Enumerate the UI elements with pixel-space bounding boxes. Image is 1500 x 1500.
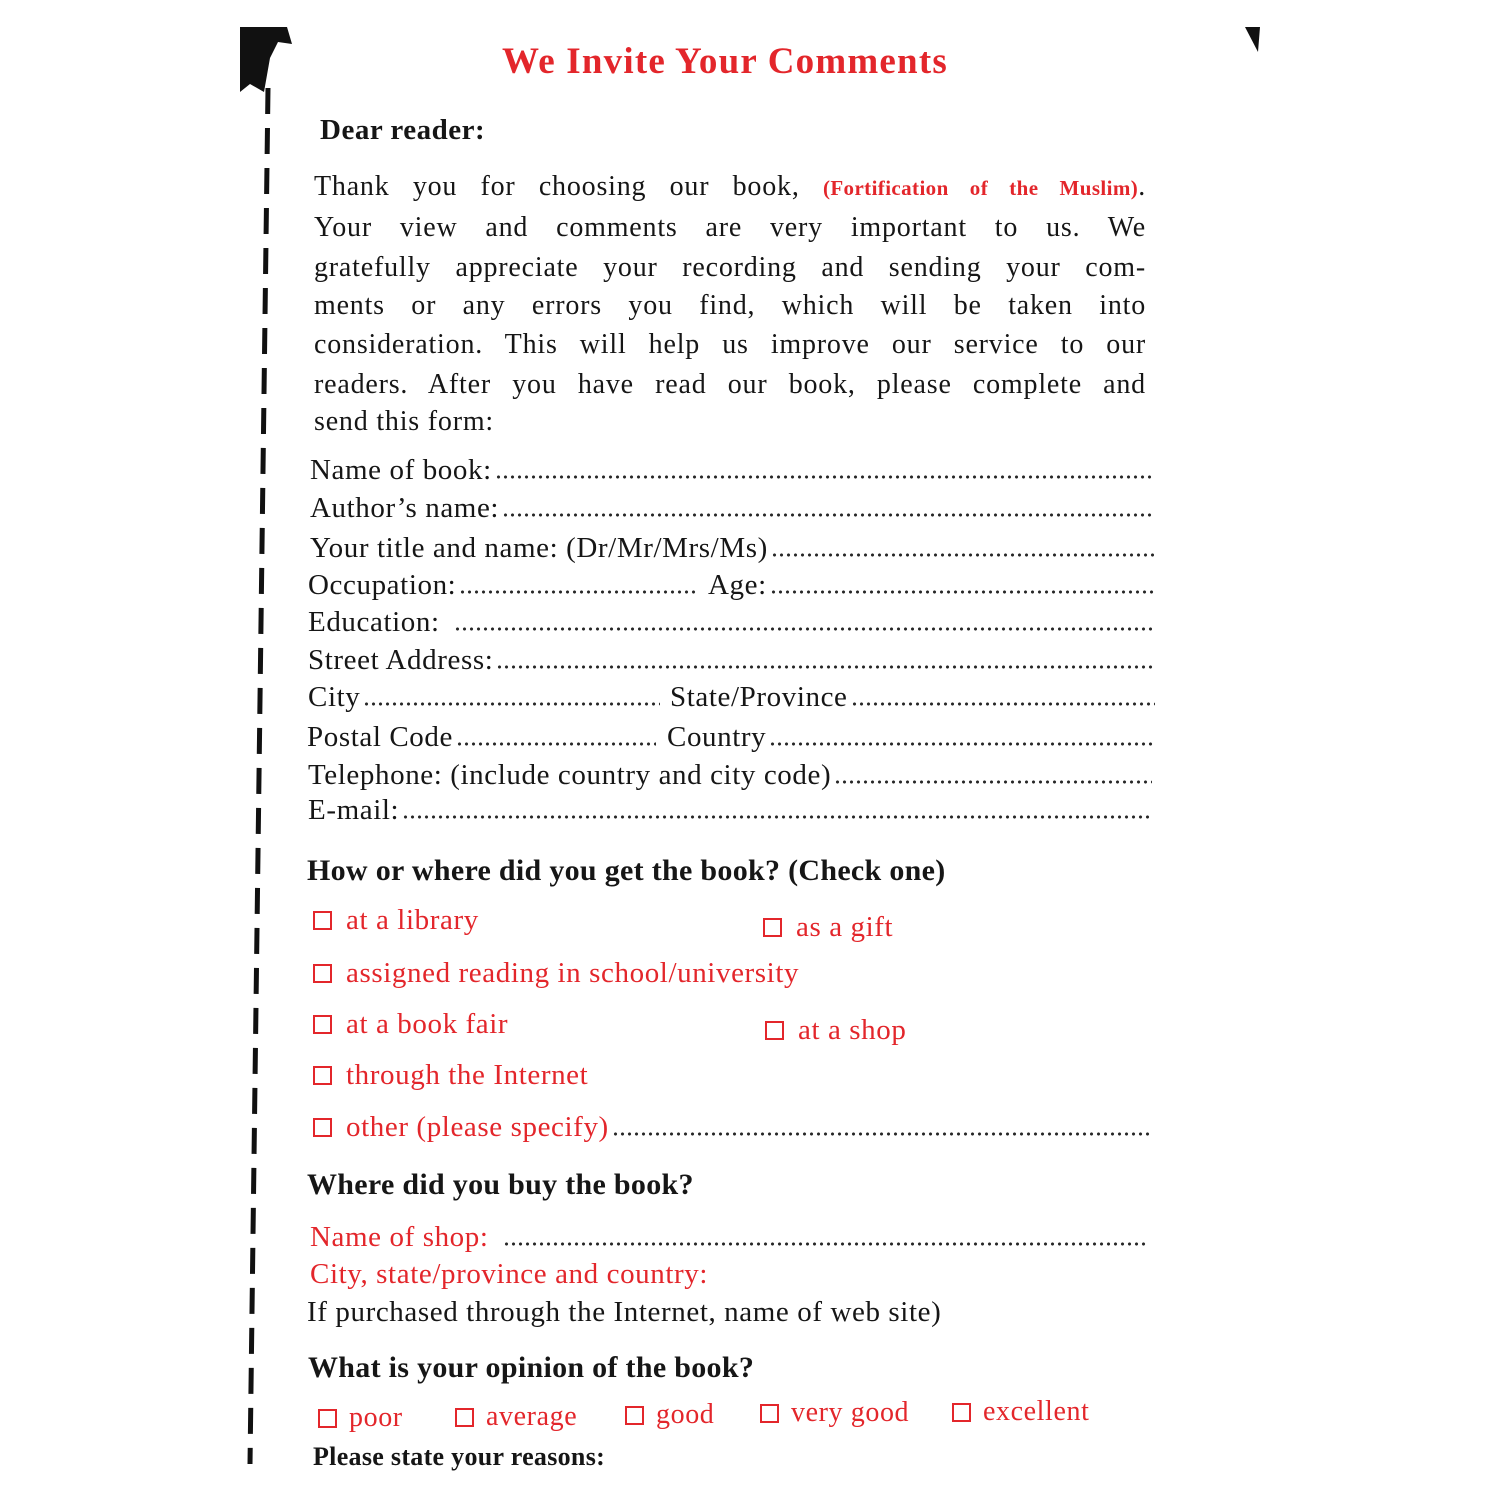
intro-line-5: consideration. This will help us improve our service to our [314, 329, 1146, 360]
checkbox-icon [313, 1066, 332, 1085]
dotted-leader [363, 702, 660, 706]
intro-line-3: gratefully appreciate your recording and sending your com- [314, 252, 1146, 283]
dotted-leader [454, 627, 1152, 631]
option-as-a-gift [763, 909, 893, 945]
option-label: through the Internet [346, 1059, 589, 1091]
field-city-state [308, 679, 1157, 715]
dotted-leader [456, 742, 656, 746]
field-street-address [308, 642, 1157, 678]
dotted-leader [834, 780, 1152, 784]
intro-line-6: readers. After you have read our book, please complete and [314, 369, 1146, 400]
field-telephone [308, 757, 1154, 793]
intro-line-1 [314, 169, 1146, 205]
option-label: as a gift [796, 911, 894, 943]
checkbox-icon [318, 1409, 337, 1428]
reasons-prompt: Please state your reasons: [313, 1442, 606, 1471]
page-title: We Invite Your Comments [502, 41, 948, 82]
checkbox-icon [625, 1406, 644, 1425]
field-name-of-book [310, 452, 1156, 488]
intro-line-7: send this form: [314, 406, 494, 437]
option-label: at a library [346, 904, 479, 936]
field-label: Age: [708, 569, 767, 601]
field-country [667, 719, 1156, 755]
option-at-a-book-fair [313, 1006, 508, 1042]
dotted-leader [612, 1132, 1151, 1136]
opinion-very-good [760, 1395, 909, 1431]
opinion-question-heading: What is your opinion of the book? [308, 1351, 755, 1384]
checkbox-icon [763, 918, 782, 937]
field-label: Name of book: [310, 454, 492, 486]
option-label: other (please specify) [346, 1111, 609, 1143]
field-occupation [308, 567, 700, 603]
field-postal-country [307, 719, 1156, 755]
field-label: Country [667, 721, 767, 753]
field-label: If purchased through the Internet, name of web site) [307, 1296, 942, 1328]
field-web-site [307, 1294, 1153, 1330]
option-label: at a shop [798, 1014, 907, 1046]
checkbox-icon [313, 964, 332, 983]
opinion-average [455, 1399, 577, 1435]
book-title: (Fortification of the Muslim) [822, 176, 1139, 200]
intro-text: Thank you for choosing our book, [314, 171, 800, 202]
field-occupation-age [308, 567, 1156, 603]
field-authors-name [310, 490, 1156, 526]
option-label: excellent [983, 1396, 1090, 1427]
purchase-question-heading: Where did you buy the book? [307, 1168, 694, 1201]
field-title-and-name [310, 530, 1156, 566]
option-label: very good [791, 1397, 910, 1428]
field-label: Occupation: [308, 569, 457, 601]
field-name-of-shop [310, 1219, 1150, 1255]
dashed-cut-line [250, 88, 268, 1464]
field-label: Education: [308, 606, 440, 638]
intro-period: . [1138, 171, 1146, 202]
field-label: Telephone: (include country and city code) [308, 759, 832, 791]
dotted-leader [496, 665, 1155, 669]
option-label: at a book fair [346, 1008, 509, 1040]
field-label: Author’s name: [310, 492, 500, 524]
dotted-leader [502, 513, 1154, 517]
checkbox-icon [952, 1403, 971, 1422]
option-label: good [656, 1399, 715, 1430]
field-label: City [308, 681, 361, 713]
checkbox-icon [313, 1015, 332, 1034]
option-label: assigned reading in school/university [346, 957, 800, 989]
dotted-leader [495, 475, 1154, 479]
field-age [708, 567, 1156, 603]
source-question-heading: How or where did you get the book? (Check one) [307, 854, 946, 887]
checkbox-icon [313, 1118, 332, 1137]
intro-line-2: Your view and comments are very important to us. We [314, 212, 1146, 243]
field-email [308, 792, 1152, 828]
option-label: poor [349, 1402, 403, 1433]
field-education [308, 604, 1154, 640]
checkbox-icon [313, 911, 332, 930]
dotted-leader [769, 742, 1154, 746]
dotted-leader [851, 702, 1155, 706]
option-through-the-internet [313, 1057, 588, 1093]
opinion-poor [318, 1400, 403, 1436]
option-other [313, 1109, 1153, 1145]
intro-line-4: ments or any errors you find, which will be taken into [314, 290, 1146, 321]
dotted-leader [459, 590, 698, 594]
field-shop-location [310, 1256, 1156, 1292]
field-state-province [670, 679, 1157, 715]
opinion-excellent [952, 1394, 1089, 1430]
field-city [308, 679, 662, 715]
dotted-leader [503, 1242, 1148, 1246]
checkbox-icon [765, 1021, 784, 1040]
field-postal-code [307, 719, 658, 755]
dotted-leader [770, 590, 1154, 594]
option-at-a-library [313, 902, 479, 938]
greeting: Dear reader: [320, 114, 486, 146]
dotted-leader [402, 815, 1150, 819]
field-label: State/Province [670, 681, 848, 713]
field-label: Postal Code [307, 721, 453, 753]
field-label: Your title and name: (Dr/Mr/Mrs/Ms) [310, 532, 768, 564]
field-label: E-mail: [308, 794, 400, 826]
option-label: average [486, 1401, 578, 1432]
checkbox-icon [455, 1408, 474, 1427]
dotted-leader [771, 553, 1154, 557]
field-label: Street Address: [308, 644, 494, 676]
field-label: Name of shop: [310, 1221, 489, 1253]
option-at-a-shop [765, 1012, 907, 1048]
option-assigned-reading [313, 955, 799, 991]
field-label: City, state/province and country: [310, 1258, 709, 1290]
opinion-good [625, 1397, 714, 1433]
checkbox-icon [760, 1404, 779, 1423]
